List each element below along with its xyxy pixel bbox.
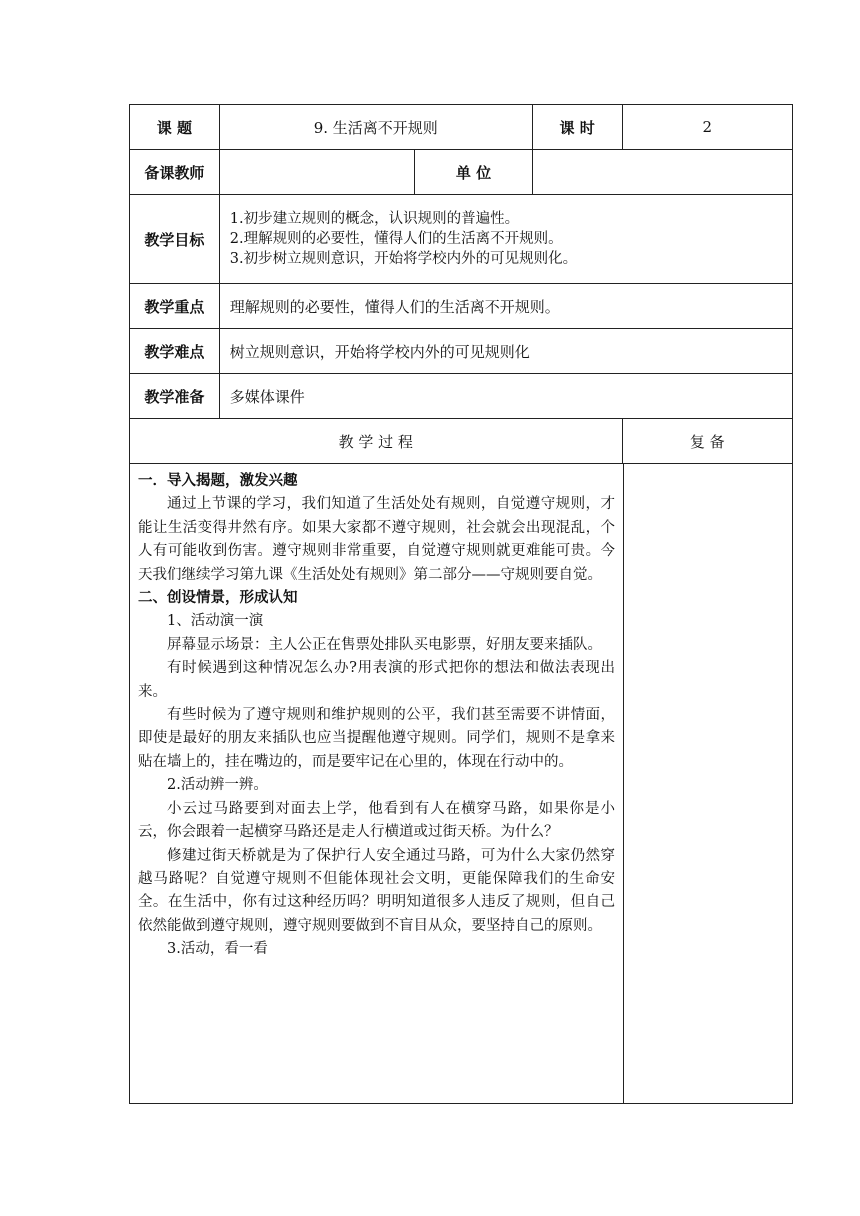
key-point-value: 理解规则的必要性，懂得人们的生活离不开规则。	[229, 297, 560, 316]
section-heading: 二、创设情景，形成认知	[138, 590, 298, 607]
topic-value: 9. 生活离不开规则	[220, 105, 533, 149]
goal-item: 3.初步树立规则意识，开始将学校内外的可见规则化。	[229, 251, 578, 267]
process-header-side: 复 备	[689, 432, 725, 451]
goals-list	[220, 195, 792, 283]
activity-title: 1、活动演一演	[167, 613, 264, 630]
unit-value	[533, 150, 792, 194]
section-heading: 一．导入揭题，激发兴趣	[138, 473, 298, 489]
hours-label: 课 时	[533, 105, 623, 149]
lesson-plan-table	[129, 104, 793, 1104]
preparation-row	[129, 374, 793, 419]
paragraph: 通过上节课的学习，我们知道了生活处处有规则，自觉遵守规则，才能让生活变得井然有序。如果大家都不遵守规则，社会就会出现混乱，个人有可能收到伤害。遵守规则非常重要，自觉遵守规则就更难能可贵。今天我们继续学习第九课《生活处处有规则》第二部分——守规则要自觉。	[138, 496, 615, 583]
teacher-label: 备课教师	[130, 150, 220, 194]
paragraph: 屏幕显示场景：主人公正在售票处排队买电影票，好朋友要来插队。	[167, 636, 602, 653]
process-content	[130, 464, 624, 1103]
goals-row	[129, 195, 793, 284]
activity-title: 2.活动辨一辨。	[167, 777, 268, 794]
difficulty-value: 树立规则意识，开始将学校内外的可见规则化	[229, 342, 530, 361]
difficulty-row	[129, 329, 793, 374]
review-notes-column	[624, 464, 792, 1103]
activity-title: 3.活动，看一看	[167, 941, 268, 958]
difficulty-label: 教学难点	[130, 329, 220, 373]
goals-label: 教学目标	[130, 195, 220, 283]
unit-label: 单 位	[415, 150, 533, 194]
process-header-main: 教 学 过 程	[130, 419, 623, 463]
preparation-label: 教学准备	[130, 374, 220, 418]
paragraph: 小云过马路要到对面去上学，他看到有人在横穿马路，如果你是小云，你会跟着一起横穿马路还是走人行横道或过街天桥。为什么？	[138, 800, 615, 841]
paragraph: 有时候遇到这种情况怎么办?用表演的形式把你的想法和做法表现出来。	[138, 660, 615, 700]
goal-item: 2.理解规则的必要性，懂得人们的生活离不开规则。	[229, 231, 563, 247]
goal-item: 1.初步建立规则的概念，认识规则的普遍性。	[229, 211, 520, 227]
topic-row	[129, 104, 793, 150]
paragraph: 修建过街天桥就是为了保护行人安全通过马路，可为什么大家仍然穿越马路呢？自觉遵守规则不但能体现社会文明，更能保障我们的生命安全。在生活中，你有过这种经历吗？明明知道很多人违反了规则，但自己依然能做到遵守规则，遵守规则要做到不盲目从众，要坚持自己的原则。	[138, 847, 615, 934]
teacher-row	[129, 150, 793, 195]
topic-label: 课 题	[130, 105, 220, 149]
hours-value: 2	[702, 118, 713, 136]
teacher-value	[220, 150, 415, 194]
preparation-value: 多媒体课件	[229, 387, 305, 406]
process-header-row	[129, 419, 793, 464]
key-point-row	[129, 284, 793, 329]
process-row	[129, 464, 793, 1104]
key-point-label: 教学重点	[130, 284, 220, 328]
paragraph: 有些时候为了遵守规则和维护规则的公平，我们甚至需要不讲情面，即使是最好的朋友来插队也应当提醒他遵守规则。同学们，规则不是拿来贴在墙上的，挂在嘴边的，而是要牢记在心里的，体现在行动中的。	[138, 707, 615, 770]
